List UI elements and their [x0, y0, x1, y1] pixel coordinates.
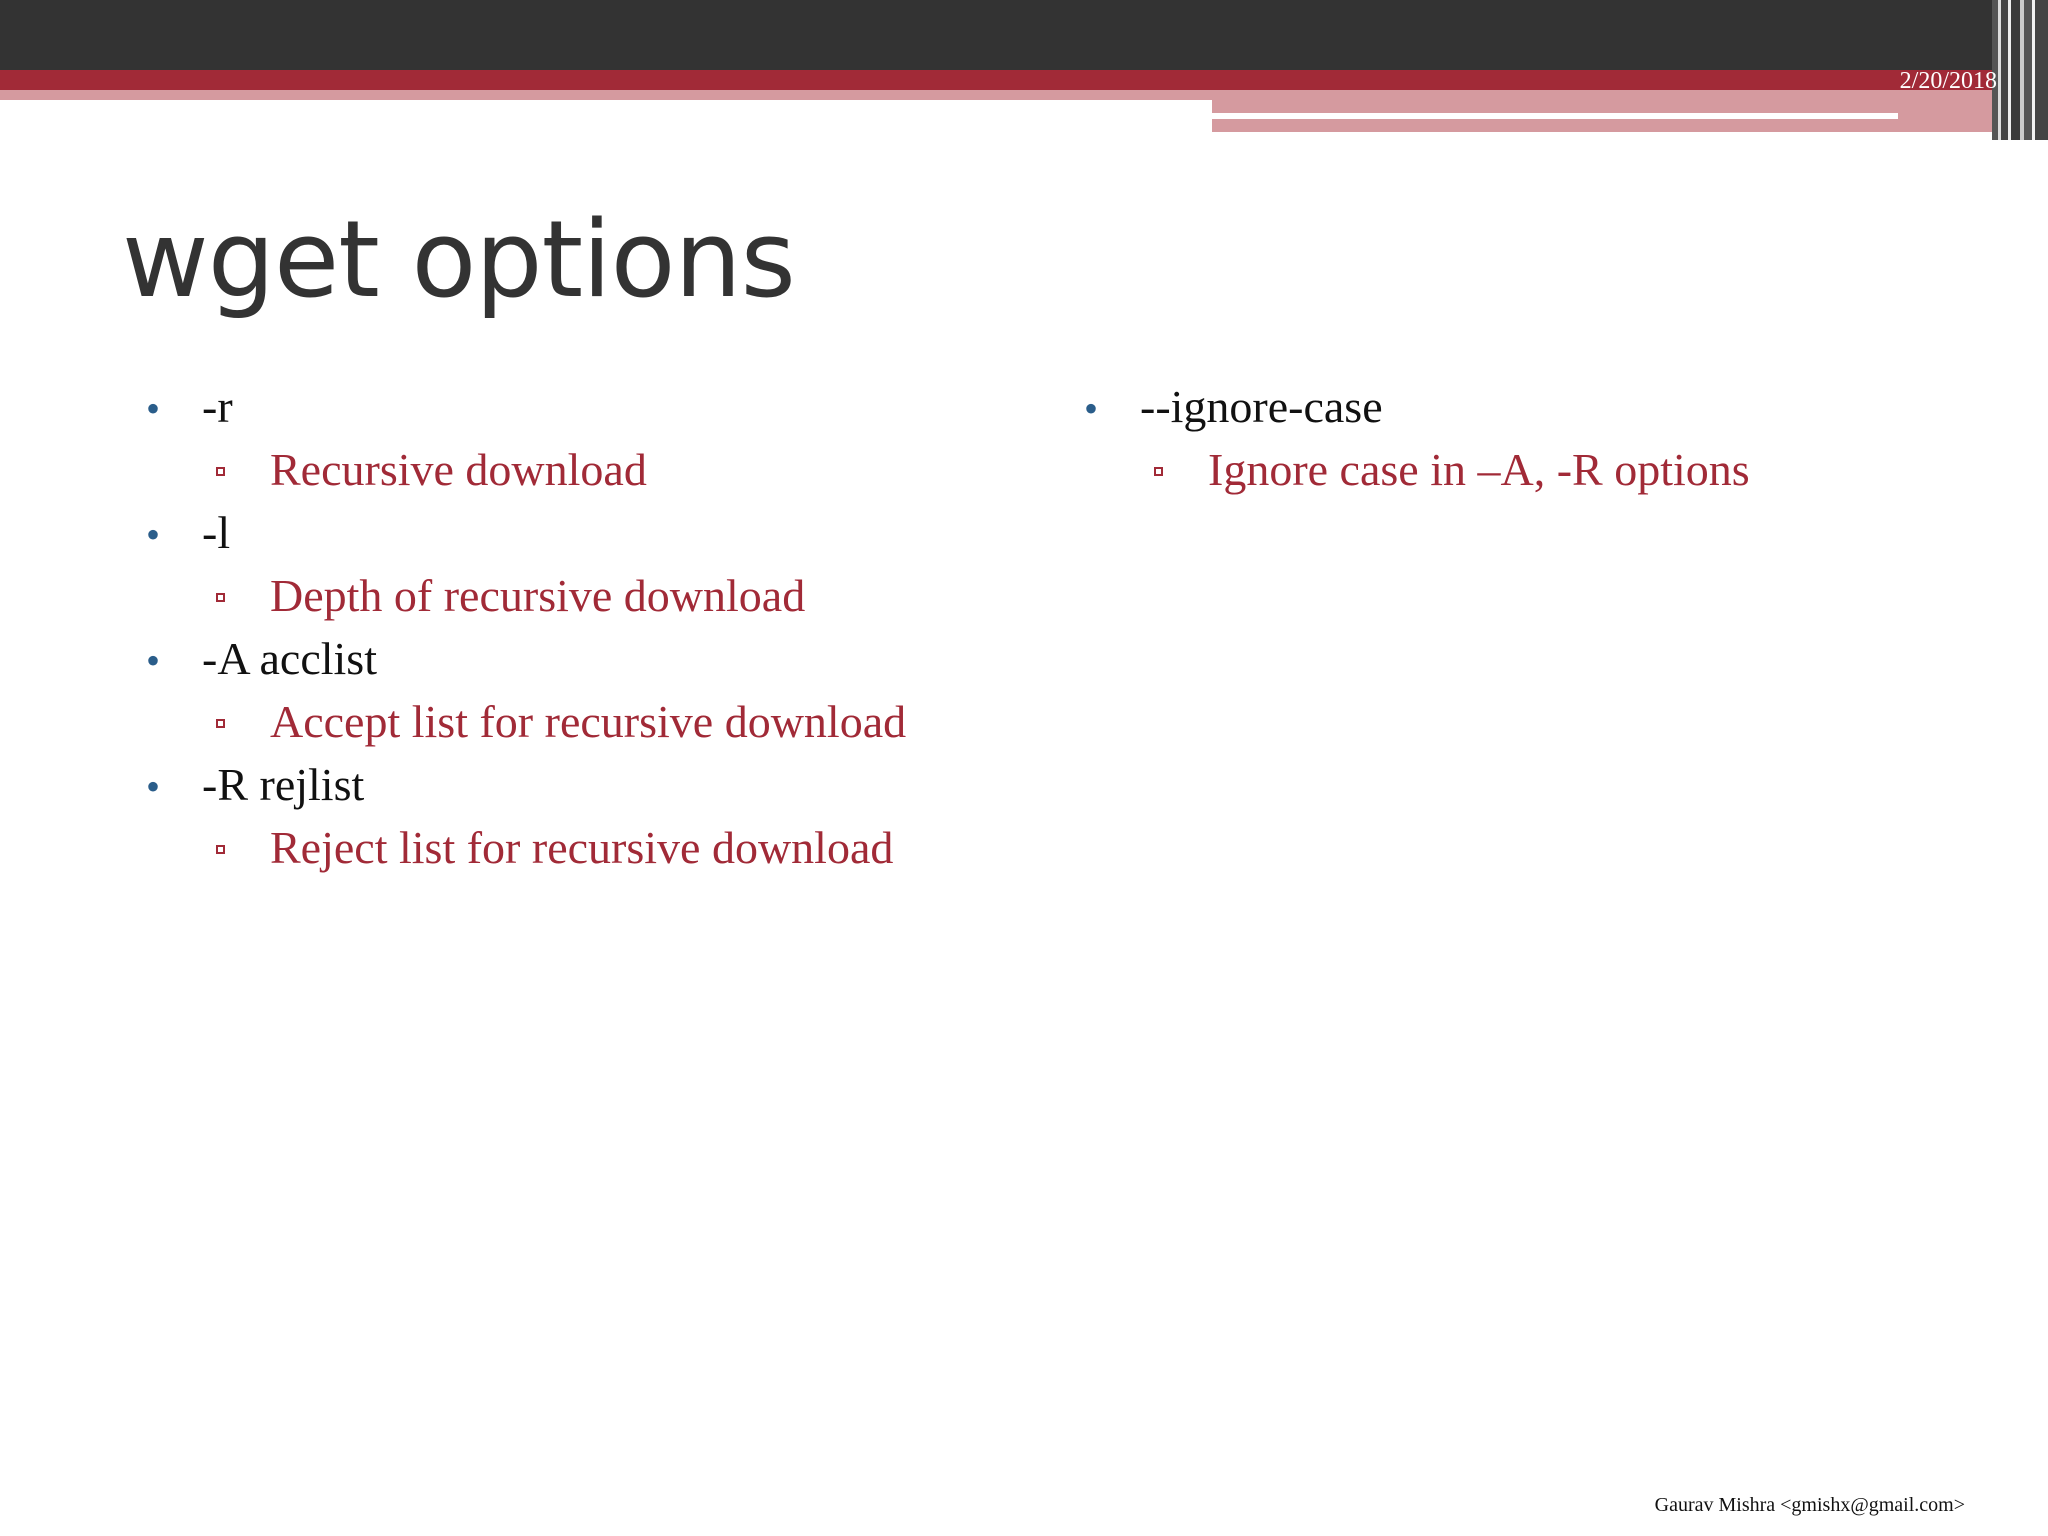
option-description: Reject list for recursive download: [270, 822, 894, 873]
right-bullet-list: [1084, 380, 1750, 506]
option-name: -A acclist: [202, 633, 377, 684]
list-item: [146, 758, 906, 884]
bullet-dot-icon: •: [146, 764, 161, 809]
bullet-dot-icon: •: [146, 512, 161, 557]
header-bar: [0, 0, 2048, 70]
header-pink-stripe: [0, 90, 1212, 100]
list-item: [146, 632, 906, 758]
option-name: -r: [202, 381, 233, 432]
option-description: Accept list for recursive download: [270, 696, 907, 747]
option-name: --ignore-case: [1140, 381, 1383, 432]
slide-footer: Gaurav Mishra <gmishx@gmail.com>: [1654, 1494, 1965, 1516]
bullet-dot-icon: •: [1084, 386, 1099, 431]
header-red-stripe: [0, 70, 2048, 90]
option-name: -R rejlist: [202, 759, 365, 810]
slide-title: wget options: [122, 198, 795, 321]
list-item: [146, 380, 906, 506]
left-bullet-list: [146, 380, 906, 884]
bullet-dot-icon: •: [146, 638, 161, 683]
list-item: [1084, 380, 1750, 506]
option-name: -l: [202, 507, 231, 558]
list-item: [146, 506, 906, 632]
bullet-dot-icon: •: [146, 386, 161, 431]
header-notch: [1652, 132, 2012, 142]
header-white-line: [1212, 113, 1898, 119]
header-edge-bars: [1992, 0, 2048, 140]
option-description: Depth of recursive download: [270, 570, 806, 621]
header-right-block: [1212, 90, 2012, 132]
option-description: Ignore case in –A, -R options: [1208, 444, 1750, 495]
slide-date: 2/20/2018: [1899, 68, 1997, 94]
option-description: Recursive download: [270, 444, 647, 495]
